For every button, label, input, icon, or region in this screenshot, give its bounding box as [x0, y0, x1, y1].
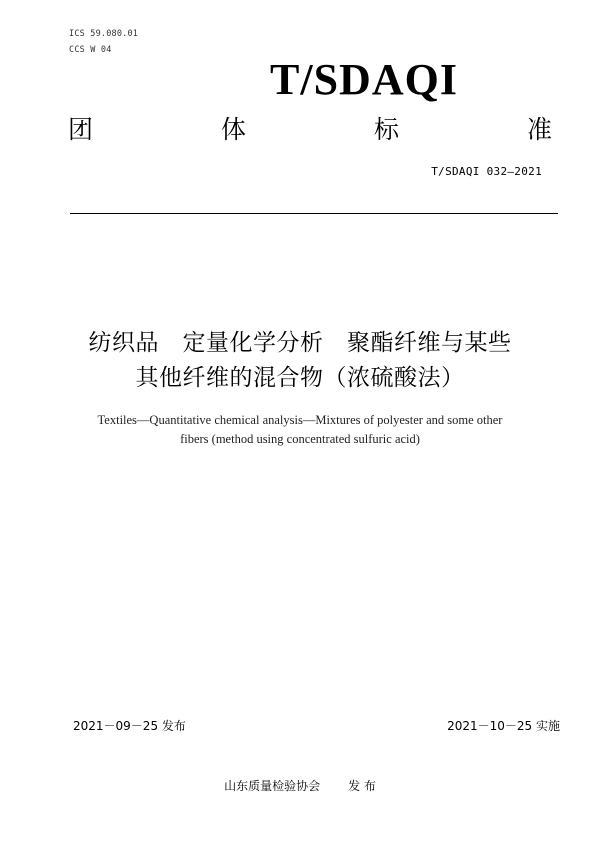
standard-type-char-1: 团	[68, 115, 94, 144]
title-chinese-line-2: 其他纤维的混合物（浓硫酸法）	[135, 365, 465, 391]
header-divider	[70, 213, 558, 214]
title-english-line-1: Textiles—Quantitative chemical analysis—Mixtures of polyester and some other	[97, 413, 503, 427]
publisher-line	[0, 777, 600, 794]
ccs-code: CCS W 04	[69, 45, 112, 55]
standard-type-char-4: 准	[526, 115, 552, 144]
implementation-date: 2021－10－25 实施	[447, 719, 560, 733]
standard-type-heading	[68, 117, 552, 142]
issue-date: 2021－09－25 发布	[73, 719, 186, 733]
standard-type-char-3: 标	[373, 115, 399, 144]
publisher-action: 发 布	[348, 779, 376, 793]
standard-type-char-2: 体	[220, 115, 246, 144]
standard-number: T/SDAQI 032—2021	[431, 165, 542, 178]
title-english-line-2: fibers (method using concentrated sulfuric acid)	[180, 432, 420, 446]
publisher-name: 山东质量检验协会	[224, 779, 321, 793]
ics-code: ICS 59.080.01	[69, 29, 139, 39]
title-chinese-line-1: 纺织品 定量化学分析 聚酯纤维与某些	[88, 330, 512, 356]
standard-brand-mark: T/SDAQI	[270, 55, 458, 104]
